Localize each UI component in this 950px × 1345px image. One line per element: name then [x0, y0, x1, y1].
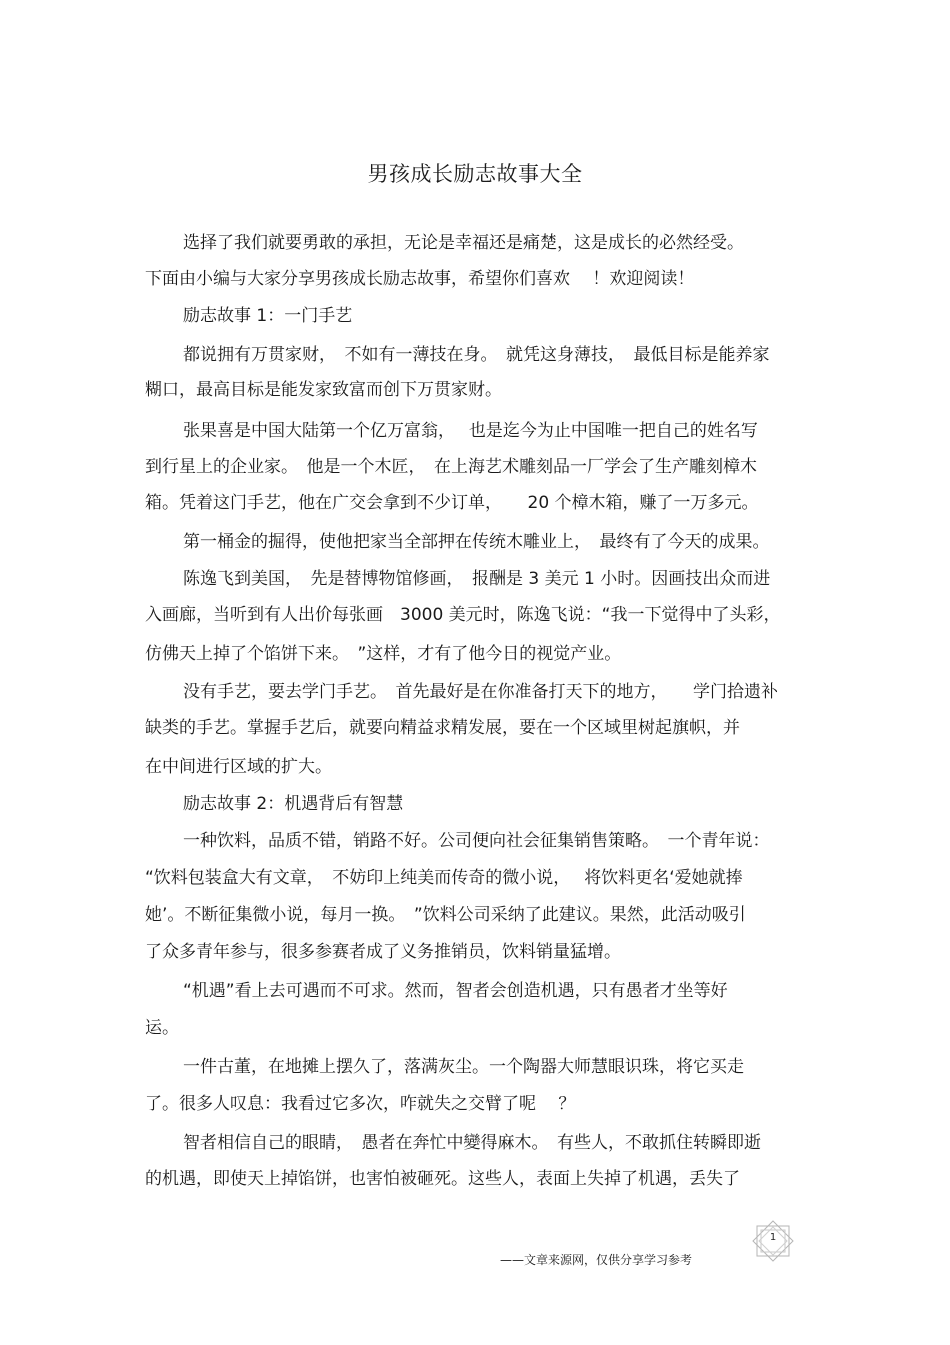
- text-line: 入画廊，当听到有人出价每张画 3000 美元时，陈逸飞说：“我一下觉得中了头彩，: [145, 605, 781, 625]
- text-line: 的机遇，即使天上掉馅饼，也害怕被砸死。这些人，表面上失掉了机遇，丢失了: [145, 1169, 740, 1189]
- text-line: 一件古董，在地摊上摆久了，落满灰尘。一个陶器大师慧眼识珠，将它买走: [183, 1057, 744, 1077]
- text-line: 了众多青年参与，很多参赛者成了义务推销员，饮料销量猛增。: [145, 942, 621, 962]
- text-line: 张果喜是中国大陆第一个亿万富翁， 也是迄今为止中国唯一把自己的姓名写: [183, 421, 758, 441]
- text-line: “饮料包装盒大有文章， 不妨印上纯美而传奇的微小说， 将饮料更名‘爱她就捧: [145, 868, 743, 888]
- text-line: 缺类的手艺。掌握手艺后，就要向精益求精发展，要在一个区域里树起旗帜，并: [145, 718, 740, 738]
- text-line: “机遇”看上去可遇而不可求。然而，智者会创造机遇，只有愚者才坐等好: [183, 981, 728, 1001]
- text-line: 第一桶金的掘得，使他把家当全部押在传统木雕业上， 最终有了今天的成果。: [183, 532, 770, 552]
- text-line: 仿佛天上掉了个馅饼下来。 ”这样，才有了他今日的视觉产业。: [145, 644, 622, 664]
- footer-note: ——文章来源网，仅供分享学习参考: [500, 1253, 693, 1267]
- text-line: 没有手艺，要去学门手艺。 首先最好是在你准备打天下的地方， 学门拾遗补: [183, 682, 778, 702]
- text-line: 都说拥有万贯家财， 不如有一薄技在身。 就凭这身薄技， 最低目标是能养家: [183, 345, 770, 365]
- page-number: 1: [769, 1232, 777, 1243]
- text-line: 选择了我们就要勇敢的承担，无论是幸福还是痛楚，这是成长的必然经受。: [183, 233, 744, 253]
- text-line: 运。: [145, 1018, 179, 1038]
- section-heading: 励志故事 2：机遇背后有智慧: [183, 794, 404, 814]
- text-line: 在中间进行区域的扩大。: [145, 757, 332, 777]
- text-line: 糊口，最高目标是能发家致富而创下万贯家财。: [145, 380, 502, 400]
- page-number-badge: [748, 1218, 798, 1264]
- text-line: 陈逸飞到美国， 先是替博物馆修画， 报酬是 3 美元 1 小时。因画技出众而进: [183, 569, 771, 589]
- page-title: 男孩成长励志故事大全: [367, 162, 583, 186]
- text-line: 了。很多人叹息：我看过它多次，咋就失之交臂了呢 ？: [145, 1094, 576, 1114]
- text-line: 下面由小编与大家分享男孩成长励志故事，希望你们喜欢 ！欢迎阅读！: [145, 269, 695, 289]
- text-line: 一种饮料，品质不错，销路不好。公司便向社会征集销售策略。 一个青年说：: [183, 831, 770, 851]
- text-line: 智者相信自己的眼睛， 愚者在奔忙中變得麻木。 有些人，不敢抓住转瞬即逝: [183, 1133, 761, 1153]
- section-heading: 励志故事 1：一门手艺: [183, 306, 353, 326]
- text-line: 到行星上的企业家。 他是一个木匠， 在上海艺术雕刻品一厂学会了生产雕刻樟木: [145, 457, 757, 477]
- text-line: 箱。凭着这门手艺，他在广交会拿到不少订单， 20 个樟木箱，赚了一万多元。: [145, 493, 759, 513]
- text-line: 她’。不断征集微小说，每月一换。 ”饮料公司采纳了此建议。果然，此活动吸引: [145, 905, 746, 925]
